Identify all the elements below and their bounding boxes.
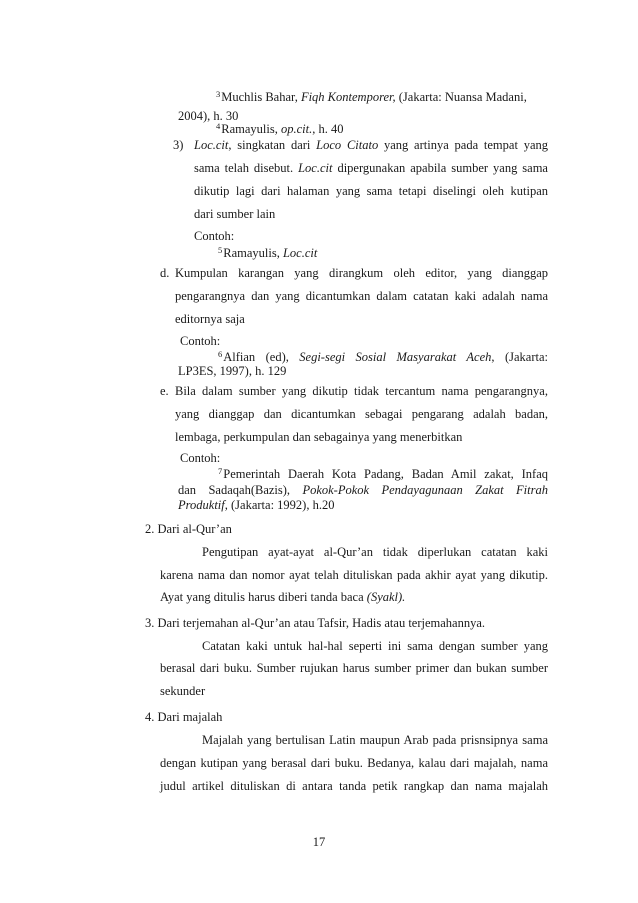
footnote-7-line2: dan Sadaqah(Bazis), Pokok-Pokok Pendayagunaan Zakat Fitrah: [178, 483, 548, 497]
item-e-marker: e.: [160, 384, 169, 398]
footnote-5: $^5$Ramayulis, Loc.cit: [218, 245, 318, 260]
section-3-line1: Catatan kaki untuk hal-hal seperti ini sama dengan sumber yang: [202, 639, 548, 653]
item-3-contoh: Contoh:: [194, 229, 235, 243]
item-3-line4: dari sumber lain: [194, 207, 276, 221]
section-4-line3: judul artikel dituliskan di antara tanda petik rangkap dan nama majalah: [160, 779, 548, 793]
item-d-line1: Kumpulan karangan yang dirangkum oleh editor, yang dianggap: [175, 266, 548, 280]
item-d-contoh: Contoh:: [180, 334, 221, 348]
section-3-line3: sekunder: [160, 684, 206, 698]
section-3-line2: berasal dari buku. Sumber rujukan harus sumber primer dan bukan sumber: [160, 661, 548, 675]
item-3-line1: Loc.cit, singkatan dari Loco Citato yang artinya pada tempat yang: [194, 138, 548, 152]
item-d-line3: editornya saja: [175, 312, 245, 326]
footnote-6-line2: LP3ES, 1997), h. 129: [178, 364, 287, 378]
item-e-line1: Bila dalam sumber yang dikutip tidak tercantum nama pengarangnya,: [175, 384, 548, 398]
footnote-6-line1: $^6$Alfian (ed), Segi-segi Sosial Masyarakat Aceh, (Jakarta:: [218, 349, 548, 364]
section-2-line3: Ayat yang ditulis harus diberi tanda baca (Syakl).: [160, 590, 406, 604]
item-d-line2: pengarangnya dan yang dicantumkan dalam catatan kaki adalah nama: [175, 289, 548, 303]
section-4-heading: 4. Dari majalah: [145, 710, 223, 724]
item-3-line3: dikutip lagi dari halaman yang sama tetapi diselingi oleh kutipan: [194, 184, 548, 198]
item-e-line2: yang dianggap dan dicantumkan sebagai pengarang adalah badan,: [175, 407, 548, 421]
footnote-3-line2: 2004), h. 30: [178, 109, 239, 123]
item-3-line2: sama telah disebut. Loc.cit dipergunakan apabila sumber yang sama: [194, 161, 548, 175]
footnote-3-line1: $^3$Muchlis Bahar, Fiqh Kontemporer, (Jakarta: Nuansa Madani,: [216, 89, 527, 104]
section-4-line2: dengan kutipan yang berasal dari buku. Bedanya, kalau dari majalah, nama: [160, 756, 548, 770]
footnote-7-line3: Produktif, (Jakarta: 1992), h.20: [178, 498, 335, 512]
section-2-heading: 2. Dari al-Qur’an: [145, 522, 232, 536]
section-3-heading: 3. Dari terjemahan al-Qur’an atau Tafsir, Hadis atau terjemahannya.: [145, 616, 486, 630]
section-2-line1: Pengutipan ayat-ayat al-Qur’an tidak diperlukan catatan kaki: [202, 545, 548, 559]
item-d-marker: d.: [160, 266, 170, 280]
item-3-marker: 3): [173, 138, 184, 152]
section-2-line2: karena nama dan nomor ayat telah dituliskan pada akhir ayat yang dikutip.: [160, 568, 548, 582]
footnote-4: $^4$Ramayulis, op.cit., h. 40: [216, 121, 344, 136]
footnote-7-line1: $^7$Pemerintah Daerah Kota Padang, Badan Amil zakat, Infaq: [218, 466, 548, 481]
page-number: 17: [312, 835, 326, 849]
item-e-line3: lembaga, perkumpulan dan sebagainya yang menerbitkan: [175, 430, 463, 444]
section-4-line1: Majalah yang bertulisan Latin maupun Arab pada prisnsipnya sama: [202, 733, 548, 747]
item-e-contoh: Contoh:: [180, 451, 221, 465]
